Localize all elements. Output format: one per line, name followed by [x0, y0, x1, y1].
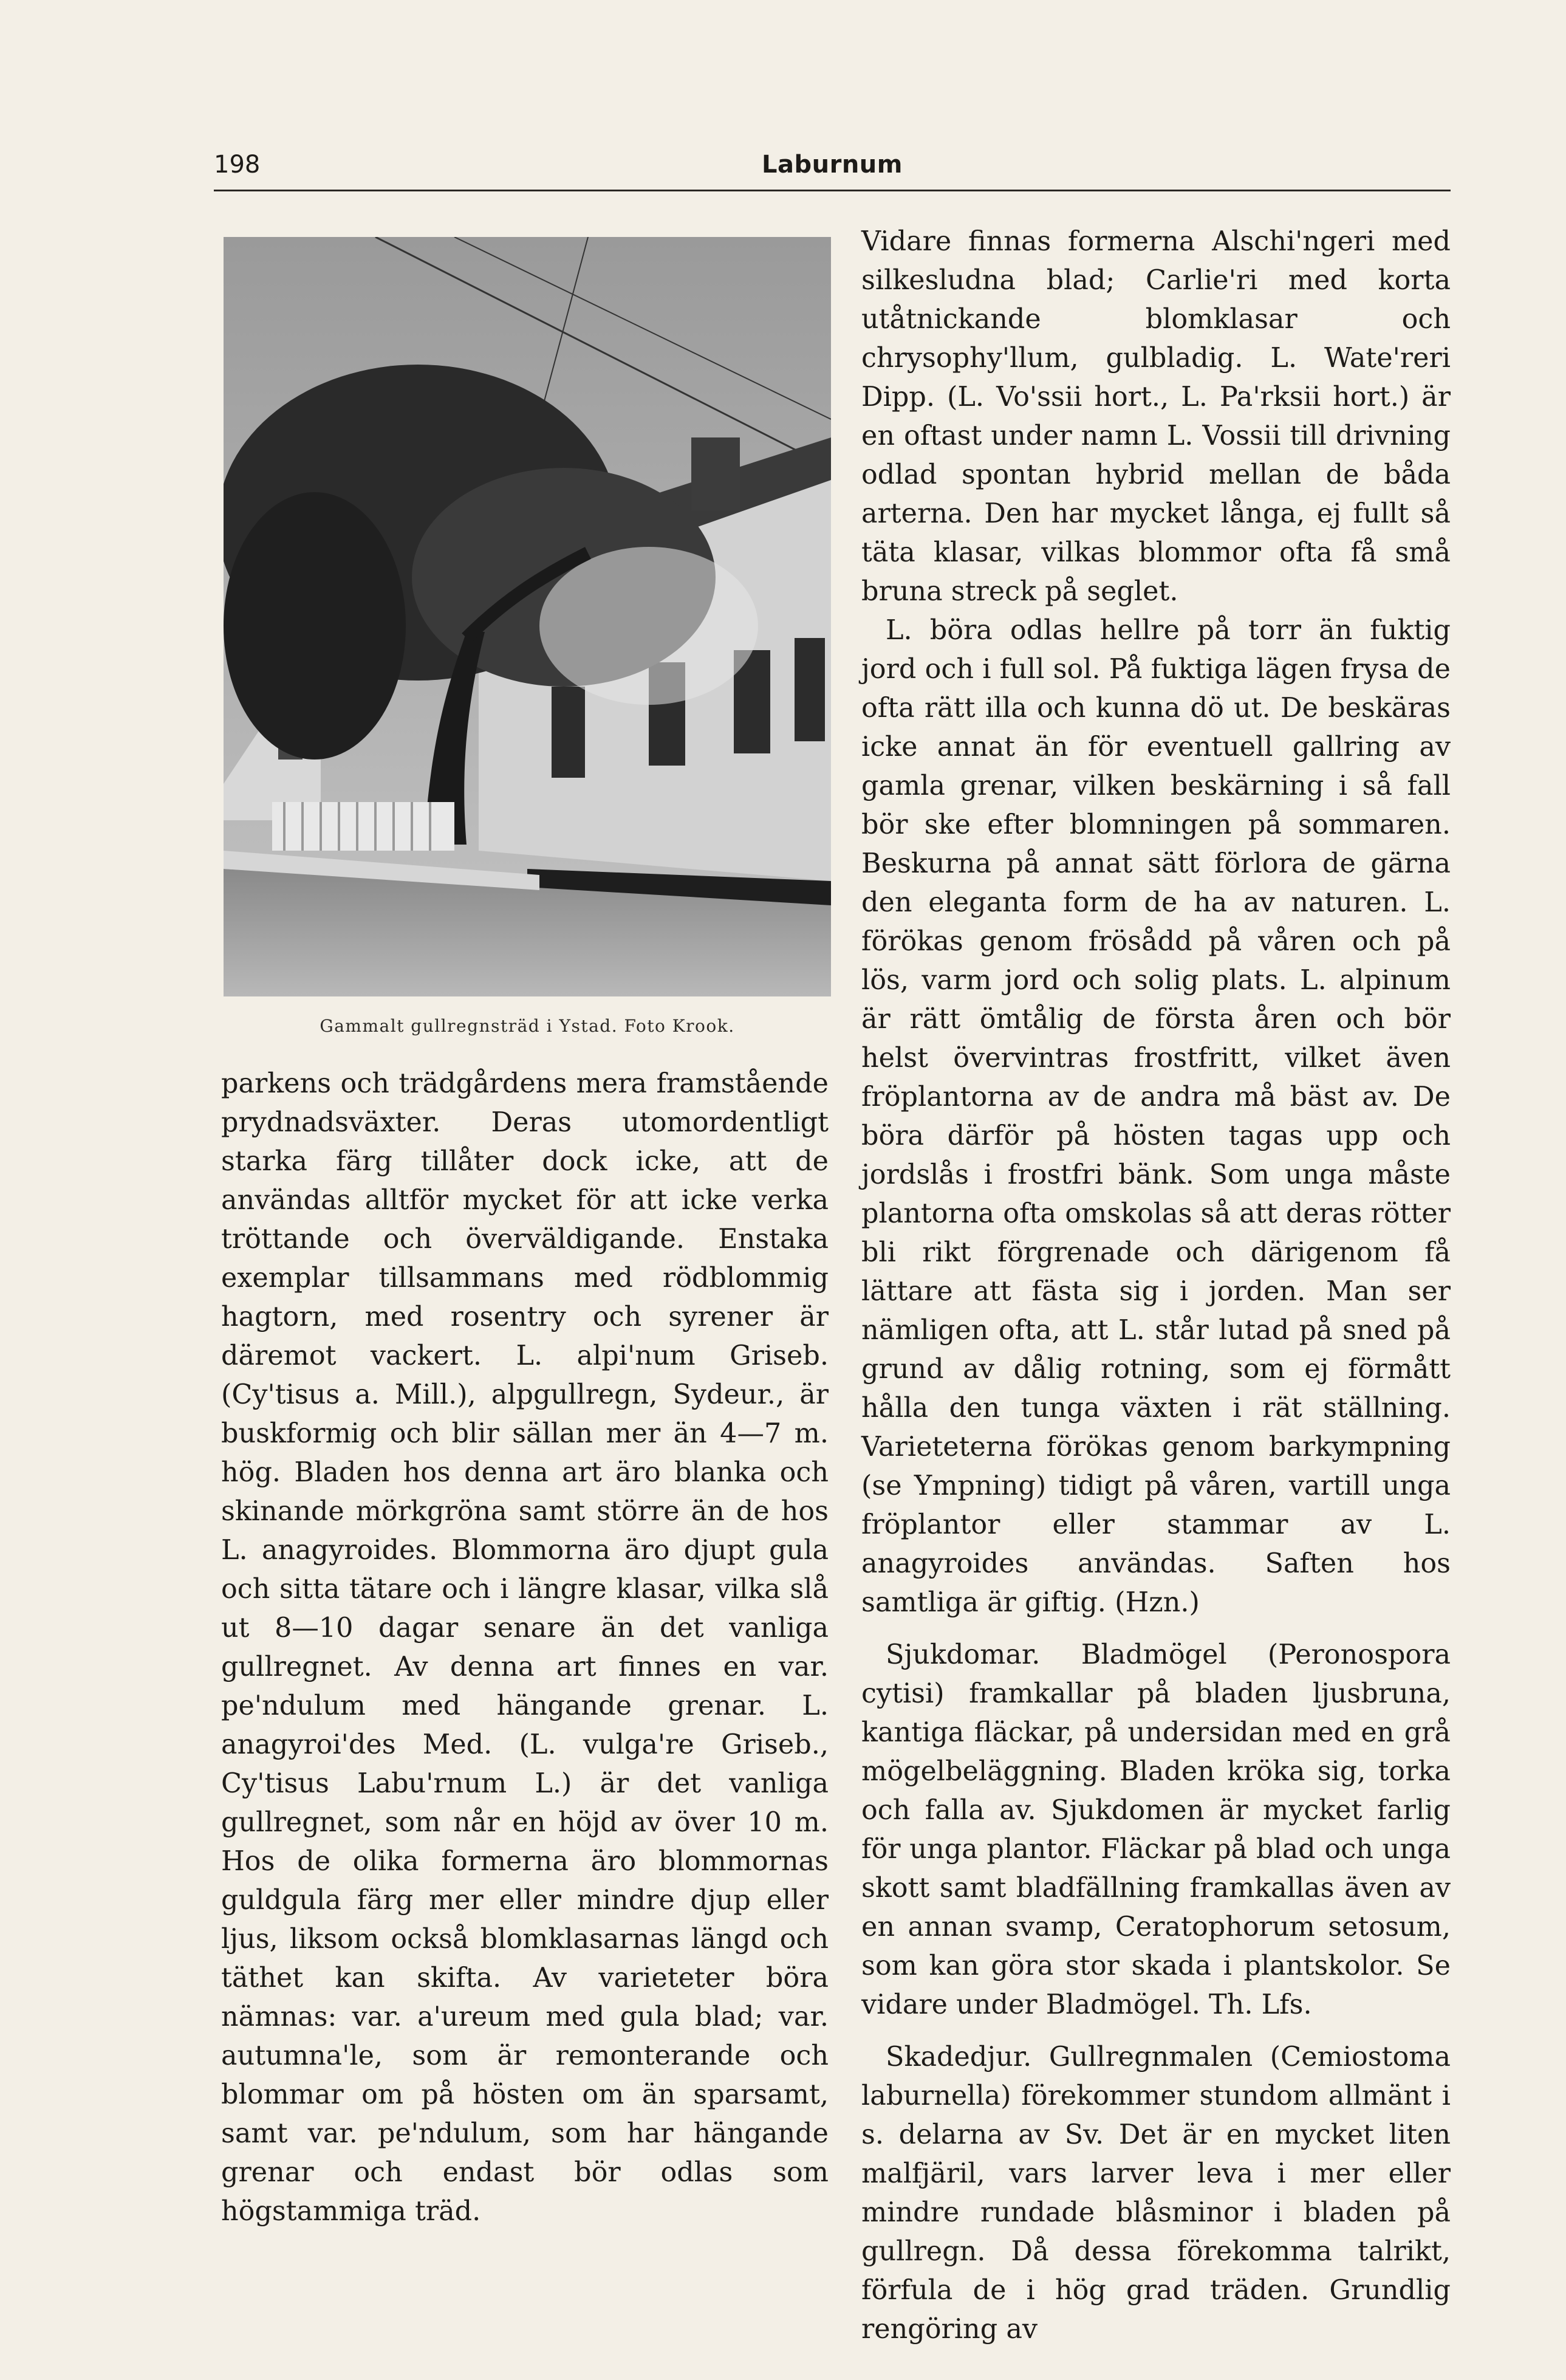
running-title: Laburnum	[762, 151, 903, 179]
right-paragraph-1: Vidare finnas formerna Alschi'ngeri med silkesludna blad; Carlie'ri med korta utåtnickande blomklasar och chrysophy'llum, gulbladig. L. Wate'reri Dipp. (L. Vo'ssii hort., L. Pa'rksii hort.) är en oftast under namn L. Vossii till drivning odlad spontan hybrid mellan de båda arterna. Den har mycket långa, ej fullt så täta klasar, vilkas blommor ofta få små bruna streck på seglet.	[861, 226, 1451, 607]
page-header	[214, 146, 1451, 188]
left-column-paragraph: parkens och trädgårdens mera framstående prydnadsväxter. Deras utomordentligt starka färg tillåter dock icke, att de användas alltför mycket för att icke verka tröttande och överväldigande. Enstaka exemplar tillsammans med rödblommig hagtorn, med rosentry och syrener är däremot vackert. L. alpi'num Griseb. (Cy'tisus a. Mill.), alpgullregn, Sydeur., är buskformig och blir sällan mer än 4—7 m. hög. Bladen hos denna art äro blanka och skinande mörkgröna samt större än de hos L. anagyroides. Blommorna äro djupt gula och sitta tätare och i längre klasar, vilka slå ut 8—10 dagar senare än det vanliga gullregnet. Av denna art finnes en var. pe'ndulum med hängande grenar. L. anagyroi'des Med. (L. vulga're Griseb., Cy'tisus Labu'rnum L.) är det vanliga gullregnet, som når en höjd av över 10 m. Hos de olika formerna äro blommornas guldgula färg mer eller mindre djup eller ljus, liksom också blomklasarnas längd och täthet kan skifta. Av varieteter böra nämnas: var. a'ureum med gula blad; var. autumna'le, som är remonterande och blommar om på hösten om än sparsamt, samt var. pe'ndulum, som har hängande grenar och endast bör odlas som högstammiga träd.	[221, 1068, 829, 2227]
section-sjukdomar: Sjukdomar. Bladmögel (Peronospora cytisi) framkallar på bladen ljusbruna, kantiga fläckar, på undersidan med en grå mögelbeläggning. Bladen kröka sig, torka och falla av. Sjukdomen är mycket farlig för unga plantor. Fläckar på blad och unga skott samt bladfällning framkallas även av en annan svamp, Ceratophorum setosum, som kan göra stor skada i plantskolor. Se vidare under Bladmögel. Th. Lfs.	[861, 1639, 1451, 2020]
left-column	[221, 1065, 829, 2231]
section-skadedjur: Skadedjur. Gullregnmalen (Cemiostoma laburnella) förekommer stundom allmänt i s. delarna av Sv. Det är en mycket liten malfjäril, vars larver leva i mer eller mindre rundade blåsminor i bladen på gullregn. Då dessa förekomma talrikt, förfula de i hög grad träden. Grundlig rengöring av	[861, 2042, 1451, 2345]
header-rule	[214, 190, 1451, 191]
photograph-laburnum-tree	[224, 237, 831, 996]
right-paragraph-2: L. böra odlas hellre på torr än fuktig jord och i full sol. På fuktiga lägen frysa de ofta rätt illa och kunna dö ut. De beskäras icke annat än för eventuell gallring av gamla grenar, vilken beskärning i så fall bör ske efter blomningen på sommaren. Beskurna på annat sätt förlora de gärna den eleganta form de ha av naturen. L. förökas genom frösådd på våren och på lös, varm jord och solig plats. L. alpinum är rätt ömtålig de första åren och bör helst övervintras frostfritt, vilket även fröplantorna av de andra må bäst av. De böra därför på hösten tagas upp och jordslås i frostfri bänk. Som unga måste plantorna ofta omskolas så att deras rötter bli rikt förgrenade och därigenom få lättare att fästa sig i jorden. Man ser nämligen ofta, att L. står lutad på sned på grund av dålig rotning, som ej förmått hålla den tunga växten i rät ställning. Varieteterna förökas genom barkympning (se Ympning) tidigt på våren, vartill unga fröplantor eller stammar av L. anagyroides användas. Saften hos samtliga är giftig. (Hzn.)	[861, 615, 1451, 1618]
page-number: 198	[214, 151, 261, 179]
right-column	[861, 222, 1451, 2349]
figure-caption: Gammalt gullregnsträd i Ystad. Foto Krook.	[320, 1016, 735, 1036]
